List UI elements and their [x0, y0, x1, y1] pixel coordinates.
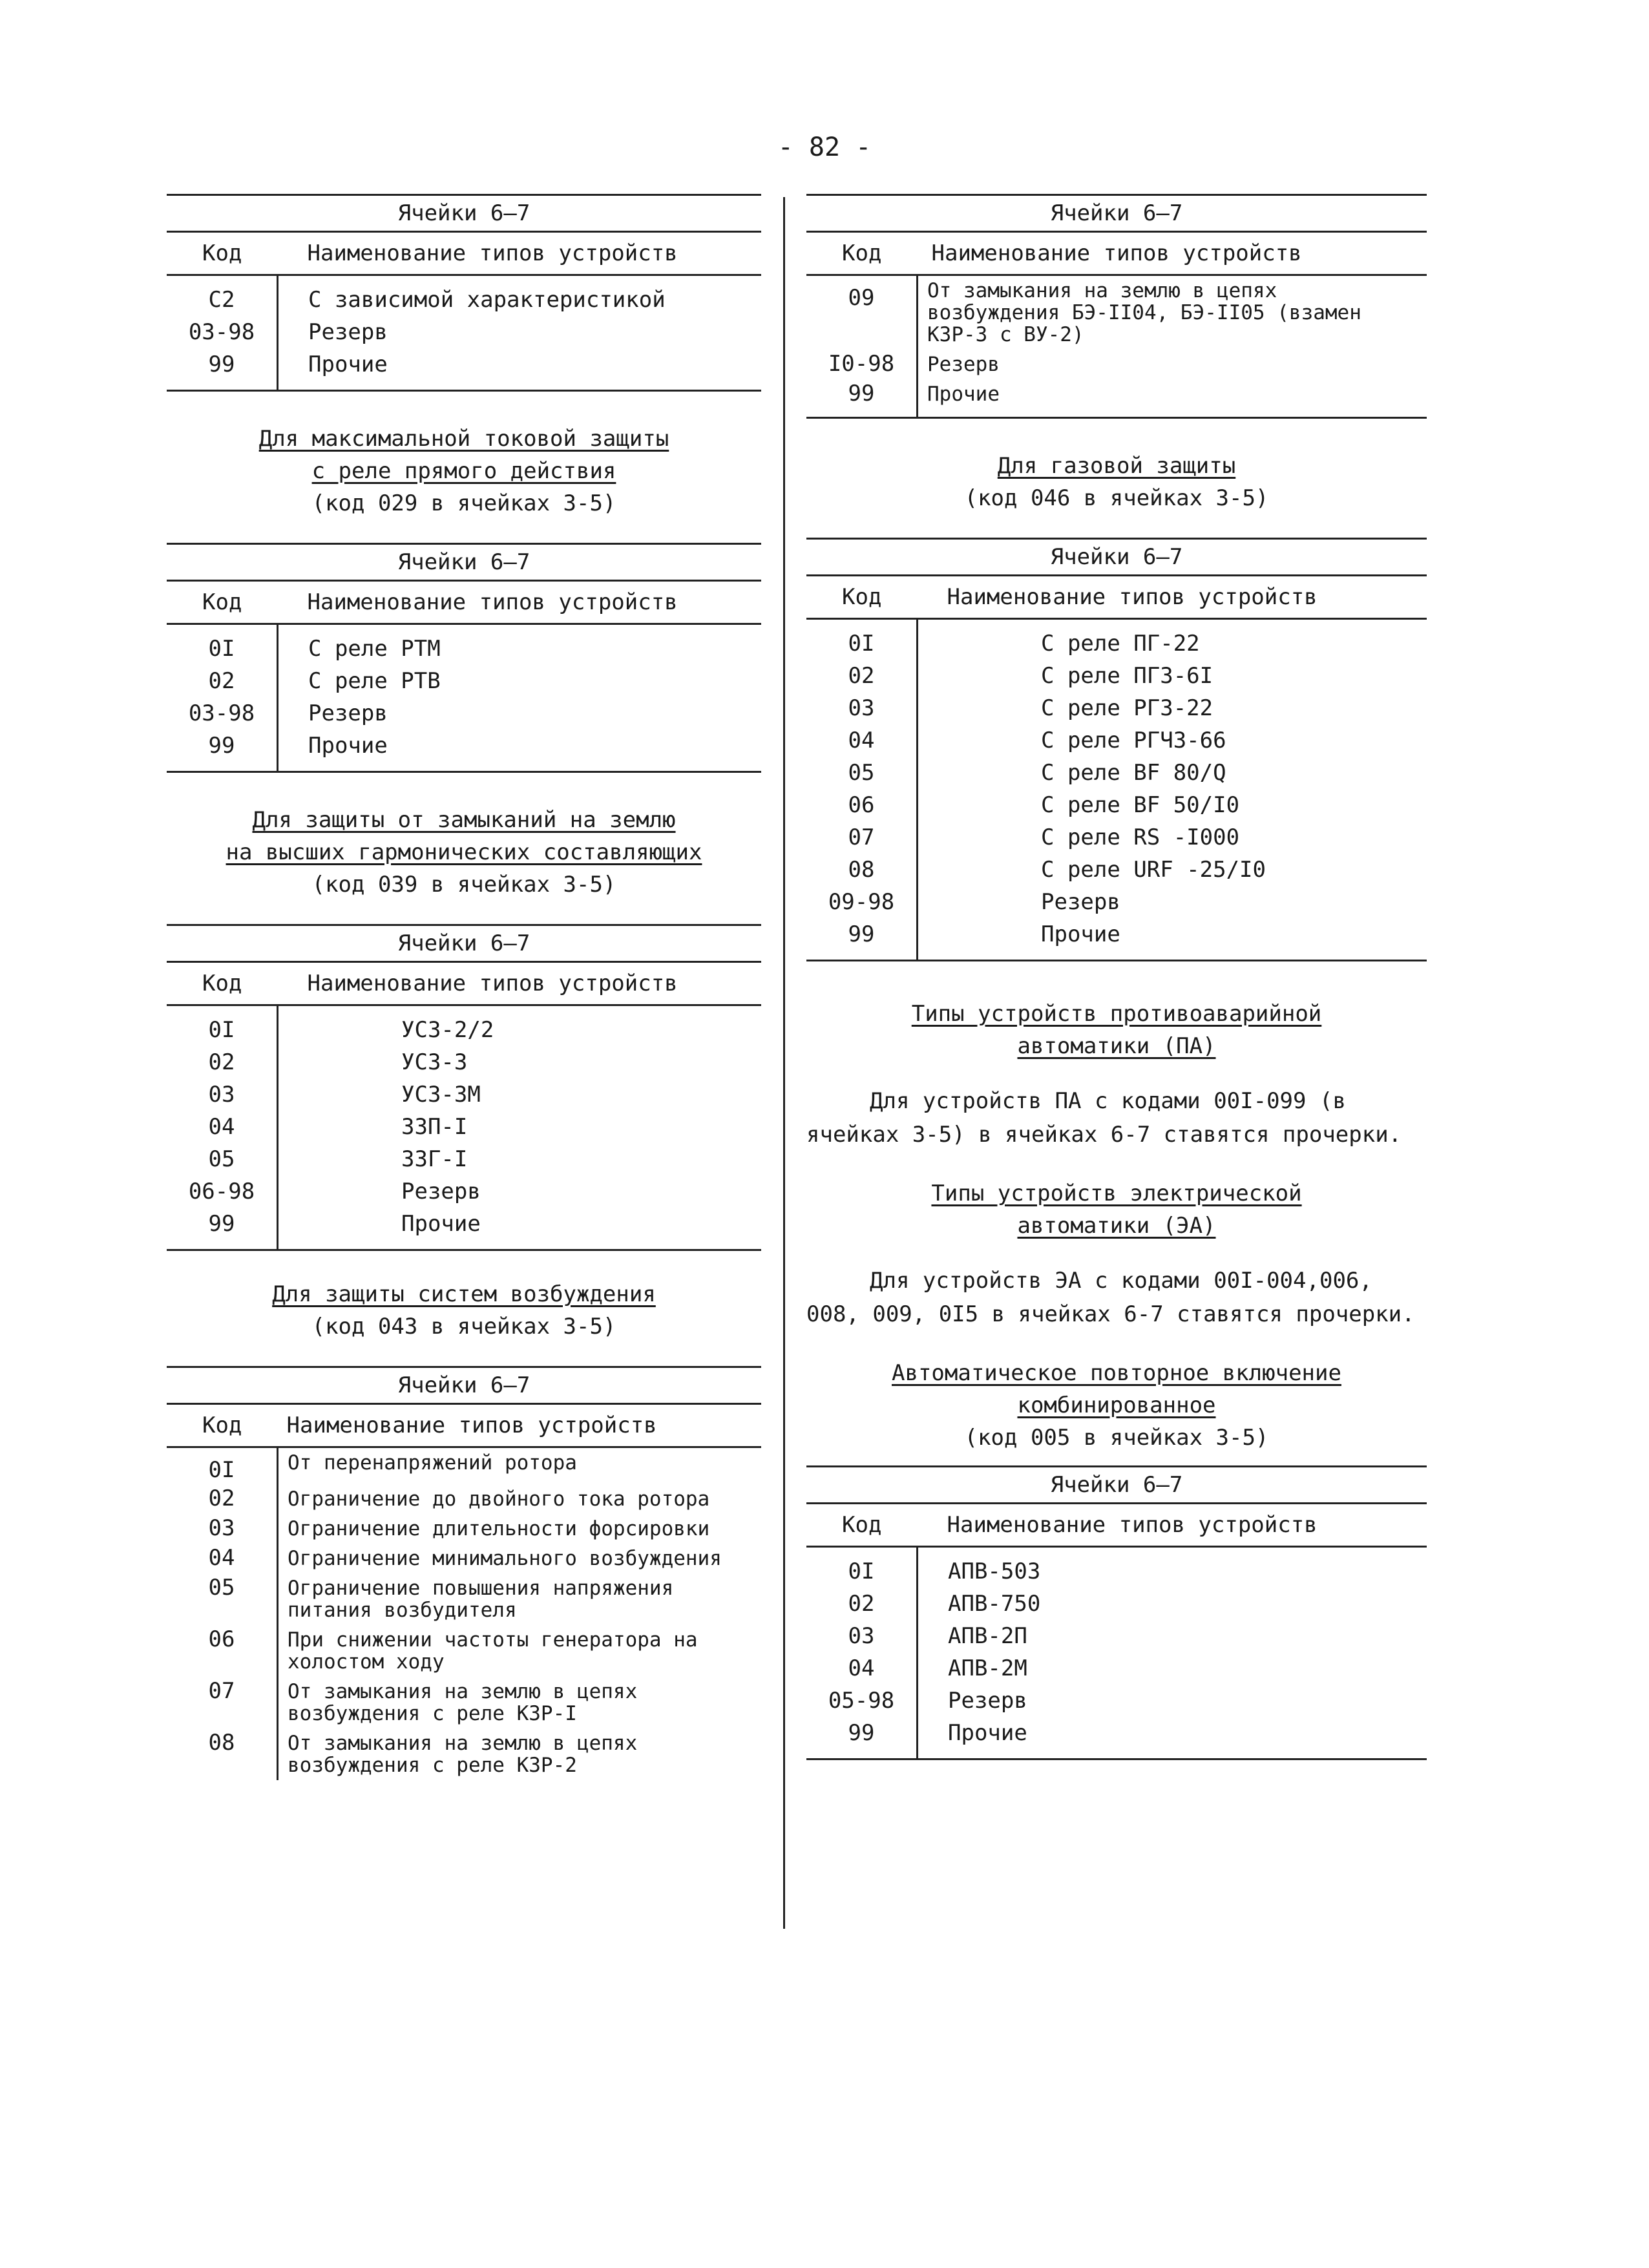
section-heading-max-current-protection — [167, 423, 761, 520]
code-cell: 04 — [806, 724, 918, 757]
table-row — [167, 1175, 761, 1208]
codes-table — [167, 231, 761, 392]
name-cell: С реле РТВ — [308, 668, 441, 694]
table-left-1 — [167, 194, 761, 392]
code-cell: 0I — [167, 1447, 278, 1485]
name-cell: АПВ-2П — [948, 1623, 1027, 1649]
cells-label: Ячейки 6–7 — [397, 1372, 530, 1398]
table-row — [806, 1685, 1427, 1717]
table-row — [167, 624, 761, 666]
code-header: Код — [167, 1404, 278, 1447]
name-cell: С реле ПГ-22 — [1041, 631, 1200, 656]
section-heading-ground-fault-harmonics — [167, 804, 761, 901]
code-cell: 03 — [167, 1514, 278, 1544]
table-row — [167, 1544, 761, 1573]
code-cell: 03 — [806, 692, 918, 724]
name-cell: От перенапряжений ротора — [288, 1451, 577, 1475]
name-cell: Ограничение минимального возбуждения — [288, 1547, 722, 1570]
code-cell: 09 — [806, 275, 918, 350]
right-column — [806, 194, 1427, 1760]
name-cell: Резерв — [1041, 889, 1120, 915]
code-cell: 09-98 — [806, 886, 918, 918]
cells-label: Ячейки 6–7 — [1050, 544, 1183, 570]
paragraph-ea: Для устройств ЭА с кодами 00I-004,006, 008, 009, 0I5 в ячейках 6-7 ставятся прочерки. — [806, 1268, 1415, 1327]
code-cell: I0-98 — [806, 350, 918, 379]
code-cell: 04 — [806, 1652, 918, 1685]
name-cell: С реле URF -25/I0 — [1041, 857, 1266, 883]
code-cell: 02 — [806, 1588, 918, 1620]
heading-line: автоматики (ПА) — [1017, 1033, 1216, 1059]
code-cell: 99 — [806, 1717, 918, 1759]
code-header: Код — [167, 962, 278, 1005]
table-row — [167, 730, 761, 772]
name-cell: С реле РТМ — [308, 636, 441, 662]
table-row — [806, 379, 1427, 418]
left-column — [167, 194, 761, 1780]
table-row — [806, 1547, 1427, 1588]
code-cell: 05 — [806, 757, 918, 789]
name-cell: Резерв — [401, 1179, 481, 1204]
name-header: Наименование типов устройств — [278, 962, 762, 1005]
code-cell: 08 — [806, 854, 918, 886]
heading-line: комбинированное — [1017, 1392, 1216, 1418]
name-header: Наименование типов устройств — [918, 1504, 1427, 1547]
code-header: Код — [167, 581, 278, 624]
name-cell: Прочие — [308, 352, 388, 377]
code-cell: 06-98 — [167, 1175, 278, 1208]
table-row — [806, 660, 1427, 692]
table-row — [167, 1111, 761, 1143]
name-cell: Ограничение повышения напряжения питания возбудителя — [288, 1577, 674, 1622]
code-header: Код — [806, 1504, 918, 1547]
name-cell: От замыкания на землю в цепях возбуждения с реле КЗР-2 — [288, 1732, 638, 1777]
heading-line: Для защиты систем возбуждения — [272, 1281, 656, 1307]
table-row — [806, 886, 1427, 918]
cells-label: Ячейки 6–7 — [397, 930, 530, 956]
name-cell: С реле RS -I000 — [1041, 824, 1240, 850]
name-cell: С реле РГЗ-22 — [1041, 695, 1213, 721]
name-cell: АПВ-503 — [948, 1559, 1041, 1584]
heading-line: Типы устройств противоаварийной — [911, 1001, 1322, 1027]
code-cell: 02 — [806, 660, 918, 692]
table-row — [806, 918, 1427, 961]
table-row — [167, 1677, 761, 1728]
code-cell: 08 — [167, 1728, 278, 1780]
table-row — [806, 1652, 1427, 1685]
table-row — [167, 1573, 761, 1625]
code-cell: 07 — [806, 821, 918, 854]
heading-line: (код 046 в ячейках 3-5) — [964, 485, 1269, 511]
name-cell: Прочие — [927, 383, 1000, 406]
heading-line: Для защиты от замыканий на землю — [252, 807, 676, 833]
code-cell: 02 — [167, 1046, 278, 1078]
name-cell: С реле ПГЗ-6I — [1041, 663, 1213, 689]
code-cell: 02 — [167, 1484, 278, 1514]
name-cell: С зависимой характеристикой — [308, 287, 666, 313]
code-cell: 05 — [167, 1143, 278, 1175]
code-cell: 0I — [806, 619, 918, 660]
code-header: Код — [806, 576, 918, 619]
table-row — [167, 1514, 761, 1544]
code-cell: 0I — [806, 1547, 918, 1588]
code-cell: 99 — [167, 348, 278, 391]
name-cell: АПВ-2М — [948, 1655, 1027, 1681]
section-heading-excitation-protection — [167, 1278, 761, 1343]
code-cell: 99 — [806, 379, 918, 418]
table-left-2 — [167, 543, 761, 773]
table-row — [167, 1728, 761, 1780]
table-row — [806, 854, 1427, 886]
codes-table — [806, 574, 1427, 961]
name-cell: Резерв — [308, 700, 388, 726]
table-right-1 — [806, 194, 1427, 419]
code-cell: 06 — [806, 789, 918, 821]
codes-table — [806, 231, 1427, 419]
name-cell: Резерв — [948, 1688, 1027, 1714]
table-row — [167, 1208, 761, 1250]
heading-line: (код 005 в ячейках 3-5) — [964, 1425, 1269, 1451]
table-row — [167, 1484, 761, 1514]
table-row — [167, 1625, 761, 1677]
table-row — [167, 1005, 761, 1047]
code-cell: 04 — [167, 1544, 278, 1573]
codes-table — [806, 1502, 1427, 1760]
code-cell: 02 — [167, 665, 278, 697]
code-cell: 06 — [167, 1625, 278, 1677]
table-row — [806, 619, 1427, 660]
table-row — [167, 1143, 761, 1175]
table-row — [806, 350, 1427, 379]
heading-line: Автоматическое повторное включение — [892, 1360, 1341, 1386]
heading-line: Для газовой защиты — [997, 453, 1236, 479]
table-right-2 — [806, 538, 1427, 961]
table-left-3 — [167, 924, 761, 1251]
code-cell: 05 — [167, 1573, 278, 1625]
name-header: Наименование типов устройств — [278, 581, 762, 624]
table-row — [806, 692, 1427, 724]
table-left-4 — [167, 1366, 761, 1780]
code-cell: 04 — [167, 1111, 278, 1143]
name-cell: Резерв — [308, 319, 388, 345]
code-cell: 07 — [167, 1677, 278, 1728]
heading-line: автоматики (ЭА) — [1017, 1213, 1216, 1239]
code-cell: 03-98 — [167, 697, 278, 730]
table-right-3 — [806, 1465, 1427, 1760]
column-divider — [783, 197, 785, 1929]
table-row — [167, 316, 761, 348]
heading-line: Типы устройств электрической — [931, 1181, 1302, 1206]
table-row — [167, 348, 761, 391]
heading-line: (код 039 в ячейках 3-5) — [311, 872, 616, 898]
name-cell: Прочие — [948, 1720, 1027, 1746]
name-header: Наименование типов устройств — [278, 232, 762, 275]
table-row — [806, 757, 1427, 789]
name-cell: Ограничение длительности форсировки — [288, 1517, 710, 1540]
code-cell: 99 — [167, 1208, 278, 1250]
code-cell: 03 — [167, 1078, 278, 1111]
section-heading-emergency-automation — [806, 998, 1427, 1062]
cells-label: Ячейки 6–7 — [397, 200, 530, 226]
table-row — [167, 275, 761, 317]
name-cell: ЗЗП-I — [401, 1114, 468, 1140]
name-cell: Резерв — [927, 353, 1000, 376]
code-cell: 0I — [167, 624, 278, 666]
name-cell: С реле BF 80/Q — [1041, 760, 1226, 786]
name-cell: С реле РГЧЗ-66 — [1041, 728, 1226, 753]
section-heading-electrical-automation — [806, 1177, 1427, 1242]
name-cell: Ограничение до двойного тока ротора — [288, 1487, 710, 1511]
table-row — [167, 665, 761, 697]
name-cell: УСЗ-2/2 — [401, 1017, 494, 1043]
name-cell: От замыкания на землю в цепях возбуждения с реле КЗР-I — [288, 1680, 638, 1725]
cells-label: Ячейки 6–7 — [1050, 200, 1183, 226]
name-header: Наименование типов устройств — [918, 232, 1427, 275]
table-row — [806, 1620, 1427, 1652]
heading-line: с реле прямого действия — [311, 458, 616, 484]
name-header: Наименование типов устройств — [278, 1404, 762, 1447]
heading-line: (код 043 в ячейках 3-5) — [311, 1314, 616, 1339]
name-cell: АПВ-750 — [948, 1591, 1041, 1617]
name-cell: От замыкания на землю в цепях возбуждения БЭ-II04, БЭ-II05 (взамен КЗР-3 с ВУ-2) — [927, 279, 1361, 346]
heading-line: на высших гармонических составляющих — [226, 839, 702, 865]
code-cell: 03-98 — [167, 316, 278, 348]
cells-label: Ячейки 6–7 — [397, 549, 530, 575]
name-cell: Прочие — [401, 1211, 481, 1237]
page-number: - 82 - — [777, 132, 872, 162]
code-header: Код — [167, 232, 278, 275]
heading-line: Для максимальной токовой защиты — [258, 426, 669, 452]
codes-table — [167, 580, 761, 773]
table-row — [806, 789, 1427, 821]
code-cell: 0I — [167, 1005, 278, 1047]
table-row — [806, 275, 1427, 350]
name-cell: С реле BF 50/I0 — [1041, 792, 1240, 818]
table-row — [167, 1447, 761, 1485]
table-row — [806, 821, 1427, 854]
code-header: Код — [806, 232, 918, 275]
name-cell: УСЗ-3М — [401, 1082, 481, 1108]
table-row — [167, 697, 761, 730]
section-heading-auto-reclose — [806, 1357, 1427, 1454]
table-row — [806, 1588, 1427, 1620]
table-row — [167, 1078, 761, 1111]
code-cell: 03 — [806, 1620, 918, 1652]
codes-table — [167, 961, 761, 1251]
name-header: Наименование типов устройств — [918, 576, 1427, 619]
code-cell: 99 — [167, 730, 278, 772]
section-heading-gas-protection — [806, 450, 1427, 514]
paragraph-pa: Для устройств ПА с кодами 00I-099 (в ячейках 3-5) в ячейках 6-7 ставятся прочерки. — [806, 1088, 1402, 1148]
table-row — [806, 724, 1427, 757]
codes-table — [167, 1403, 761, 1780]
code-cell: 99 — [806, 918, 918, 961]
name-cell: УСЗ-3 — [401, 1049, 468, 1075]
cells-label: Ячейки 6–7 — [1050, 1472, 1183, 1498]
heading-line: (код 029 в ячейках 3-5) — [311, 490, 616, 516]
code-cell: 05-98 — [806, 1685, 918, 1717]
table-row — [167, 1046, 761, 1078]
code-cell: С2 — [167, 275, 278, 317]
name-cell: ЗЗГ-I — [401, 1146, 468, 1172]
name-cell: Прочие — [1041, 921, 1120, 947]
name-cell: При снижении частоты генератора на холостом ходу — [288, 1628, 698, 1674]
table-row — [806, 1717, 1427, 1759]
name-cell: Прочие — [308, 733, 388, 759]
